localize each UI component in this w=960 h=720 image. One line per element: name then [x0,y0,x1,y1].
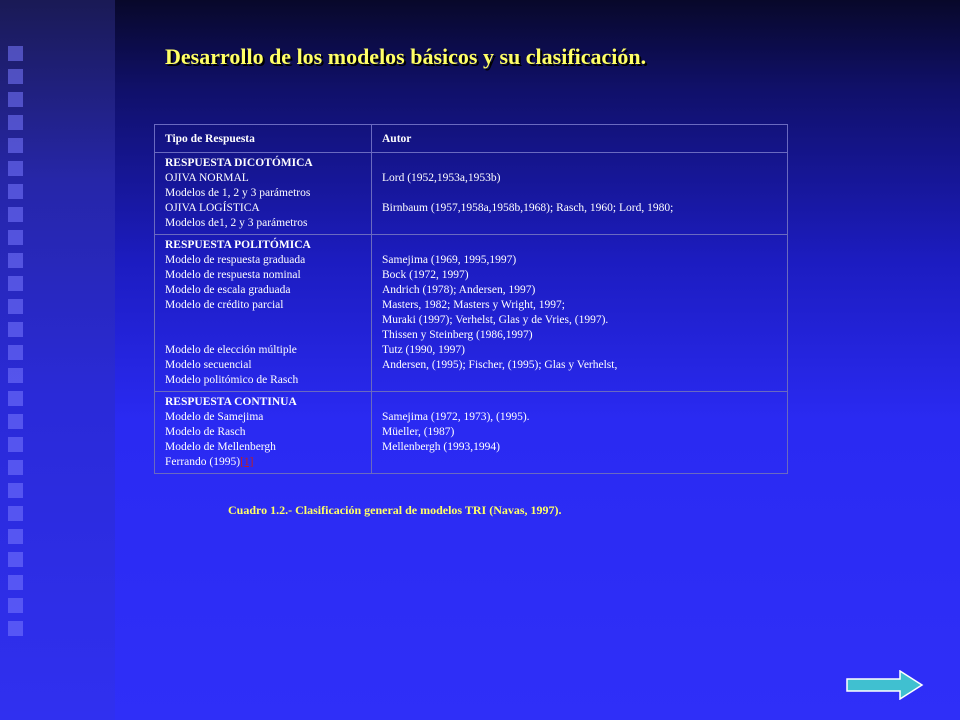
author-line: Samejima (1969, 1995,1997) [382,254,517,266]
autor-cell-politomica [372,235,788,392]
table-row-politomica [155,235,788,392]
model-line: Modelo de Rasch [165,426,246,438]
table-row-dicotomica [155,153,788,235]
author-line: Samejima (1972, 1973), (1995). [382,411,530,423]
model-line: OJIVA NORMAL [165,172,249,184]
model-line: Modelo de Mellenbergh [165,441,276,453]
tipo-cell-politomica [155,235,372,392]
author-line: Birnbaum (1957,1958a,1958b,1968); Rasch, 1960; Lord, 1980; [382,202,674,214]
author-line: Muraki (1997); Verhelst, Glas y de Vries, (1997). [382,314,609,326]
author-line: Müeller, (1987) [382,426,455,438]
right-arrow-icon [846,670,924,700]
model-line: Modelos de 1, 2 y 3 parámetros [165,187,311,199]
author-line: Andrich (1978); Andersen, 1997) [382,284,536,296]
models-table [154,124,788,474]
next-slide-button[interactable] [846,670,924,700]
left-decorative-band [0,0,115,720]
model-line: Modelo de escala graduada [165,284,291,296]
model-line: Modelo de respuesta nominal [165,269,301,281]
model-line: OJIVA LOGÍSTICA [165,202,260,214]
model-line: Modelo secuencial [165,359,252,371]
tipo-cell-dicotomica [155,153,372,235]
model-line: Modelos de1, 2 y 3 parámetros [165,217,308,229]
autor-cell-dicotomica [372,153,788,235]
author-line: Tutz (1990, 1997) [382,344,465,356]
model-line-ferrando [165,455,363,470]
slide-title: Desarrollo de los modelos básicos y su clasificación. [165,44,647,69]
header-autor: Autor [372,125,788,153]
footnote-link[interactable]: [1] [240,456,254,468]
autor-cell-continua [372,392,788,474]
author-line: Masters, 1982; Masters y Wright, 1997; [382,299,565,311]
model-line: Modelo de elección múltiple [165,344,297,356]
section-heading: RESPUESTA DICOTÓMICA [165,157,313,169]
author-line: Andersen, (1995); Fischer, (1995); Glas y Verhelst, [382,359,618,371]
model-line: Modelo de respuesta graduada [165,254,306,266]
header-tipo-respuesta: Tipo de Respuesta [155,125,372,153]
model-line: Modelo politómico de Rasch [165,374,299,386]
table-header-row [155,125,788,153]
decorative-squares [8,46,28,644]
tipo-cell-continua [155,392,372,474]
author-line: Bock (1972, 1997) [382,269,469,281]
table-row-continua [155,392,788,474]
author-line: Thissen y Steinberg (1986,1997) [382,329,533,341]
section-heading: RESPUESTA POLITÓMICA [165,239,311,251]
author-line: Lord (1952,1953a,1953b) [382,172,501,184]
section-heading: RESPUESTA CONTINUA [165,396,297,408]
author-line: Mellenbergh (1993,1994) [382,441,500,453]
ferrando-text: Ferrando (1995) [165,456,241,468]
model-line: Modelo de crédito parcial [165,299,284,311]
table-caption: Cuadro 1.2.- Clasificación general de modelos TRI (Navas, 1997). [228,503,562,517]
model-line: Modelo de Samejima [165,411,264,423]
